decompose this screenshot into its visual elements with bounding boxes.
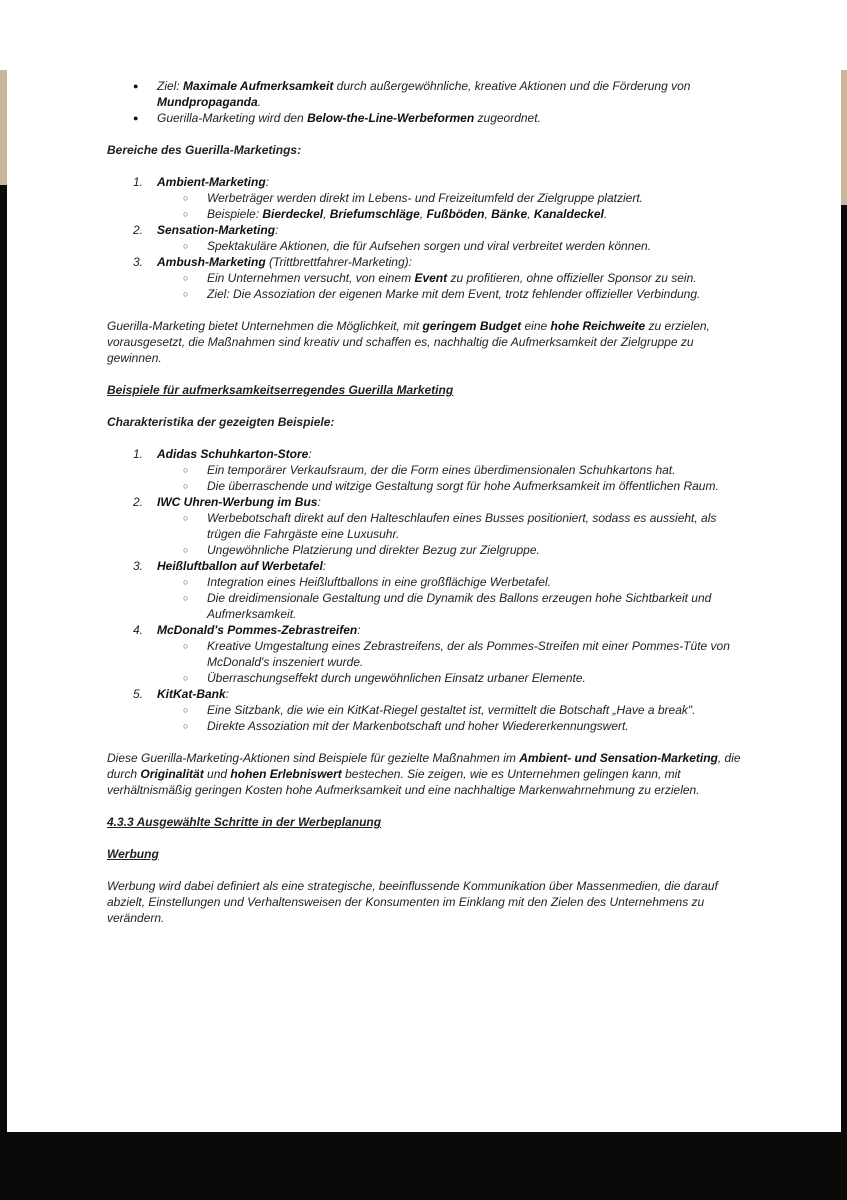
sub-list-item: ○ Ein Unternehmen versucht, von einem Event zu profitieren, ohne offizieller Sponsor zu sein. <box>207 270 747 286</box>
bereiche-heading: Bereiche des Guerilla-Marketings: <box>107 143 302 157</box>
sub-list-item: ○ Spektakuläre Aktionen, die für Aufsehen sorgen und viral verbreitet werden können. <box>207 238 747 254</box>
page-content <box>107 78 747 926</box>
list-item: ● Ziel: Maximale Aufmerksamkeit durch außergewöhnliche, kreative Aktionen und die Förderung von Mundpropaganda. <box>157 78 747 110</box>
background-edge-left <box>0 70 7 185</box>
list-item: 3. Ambush-Marketing (Trittbrettfahrer-Marketing): ○ Ein Unternehmen versucht, von einem Event zu profitieren, ohne offizieller Sponsor zu sein. ○ Ziel: Die Assoziation der eigenen Marke mit dem Event, trotz fehlender offizieller Verbindung. <box>157 254 747 302</box>
intro-bullet-list <box>107 78 747 126</box>
sub-list-item: ○ Überraschungseffekt durch ungewöhnlichen Einsatz urbaner Elemente. <box>207 670 747 686</box>
sub-list-item: ○ Direkte Assoziation mit der Markenbotschaft und hoher Wiedererkennungswert. <box>207 718 747 734</box>
charakteristika-list <box>107 446 747 734</box>
sub-list-item: ○ Ungewöhnliche Platzierung und direkter Bezug zur Zielgruppe. <box>207 542 747 558</box>
background-edge-right <box>841 70 847 205</box>
sub-list-item: ○ Die überraschende und witzige Gestaltung sorgt für hohe Aufmerksamkeit im öffentlichen Raum. <box>207 478 747 494</box>
fazit-paragraph-1: Guerilla-Marketing bietet Unternehmen die Möglichkeit, mit geringem Budget eine hohe Reichweite zu erzielen, vorausgesetzt, die Maßnahmen sind kreativ und schaffen es, nachhaltig die Aufmerksamkeit der Zielgruppe zu gewinnen. <box>107 319 710 365</box>
sub-list-item: ○ Werbeträger werden direkt im Lebens- und Freizeitumfeld der Zielgruppe platziert. <box>207 190 747 206</box>
list-item: 1. Adidas Schuhkarton-Store: ○ Ein temporärer Verkaufsraum, der die Form eines überdimensionalen Schuhkartons hat. ○ Die überraschende und witzige Gestaltung sorgt für hohe Aufmerksamkeit im öffentlichen Raum. <box>157 446 747 494</box>
sub-list-item: ○ Ein temporärer Verkaufsraum, der die Form eines überdimensionalen Schuhkartons hat. <box>207 462 747 478</box>
sub-list-item: ○ Ziel: Die Assoziation der eigenen Marke mit dem Event, trotz fehlender offizieller Verbindung. <box>207 286 747 302</box>
list-item: 2. IWC Uhren-Werbung im Bus: ○ Werbebotschaft direkt auf den Halteschlaufen eines Busses positioniert, sodass es aussieht, als trügen die Fahrgäste eine Luxusuhr. ○ Ungewöhnliche Platzierung und direkter Bezug zur Zielgruppe. <box>157 494 747 558</box>
sub-list-item: ○ Die dreidimensionale Gestaltung und die Dynamik des Ballons erzeugen hohe Sichtbarkeit und Aufmerksamkeit. <box>207 590 747 622</box>
sub-list-item: ○ Werbebotschaft direkt auf den Halteschlaufen eines Busses positioniert, sodass es aussieht, als trügen die Fahrgäste eine Luxusuhr. <box>207 510 747 542</box>
charakteristika-heading: Charakteristika der gezeigten Beispiele: <box>107 415 335 429</box>
werbung-heading: Werbung <box>107 847 159 861</box>
fazit-paragraph-2: Diese Guerilla-Marketing-Aktionen sind Beispiele für gezielte Maßnahmen im Ambient- und Sensation-Marketing, die durch Originalität und hohen Erlebniswert bestechen. Sie zeigen, wie es Unternehmen gelingen kann, mit verhältnismäßig geringen Kosten hohe Aufmerksamkeit und eine nachhaltige Markenwahrnehmung zu erzielen. <box>107 751 741 797</box>
section-heading: 4.3.3 Ausgewählte Schritte in der Werbeplanung <box>107 815 382 829</box>
document-page <box>7 70 841 1132</box>
werbung-paragraph: Werbung wird dabei definiert als eine strategische, beeinflussende Kommunikation über Massenmedien, die darauf abzielt, Einstellungen und Verhaltensweisen der Konsumenten im Einklang mit den Zielen des Unternehmens zu verändern. <box>107 879 718 925</box>
beispiele-heading: Beispiele für aufmerksamkeitserregendes Guerilla Marketing <box>107 383 454 397</box>
bereiche-list <box>107 174 747 302</box>
sub-list-item: ○ Beispiele: Bierdeckel, Briefumschläge, Fußböden, Bänke, Kanaldeckel. <box>207 206 747 222</box>
sub-list-item: ○ Eine Sitzbank, die wie ein KitKat-Riegel gestaltet ist, vermittelt die Botschaft „Have a break". <box>207 702 747 718</box>
list-item: 3. Heißluftballon auf Werbetafel: ○ Integration eines Heißluftballons in eine großflächige Werbetafel. ○ Die dreidimensionale Gestaltung und die Dynamik des Ballons erzeugen hohe Sichtbarkeit und Aufmerksamkeit. <box>157 558 747 622</box>
list-item: 5. KitKat-Bank: ○ Eine Sitzbank, die wie ein KitKat-Riegel gestaltet ist, vermittelt die Botschaft „Have a break". ○ Direkte Assoziation mit der Markenbotschaft und hoher Wiedererkennungswert. <box>157 686 747 734</box>
list-item: 4. McDonald's Pommes-Zebrastreifen: ○ Kreative Umgestaltung eines Zebrastreifens, der als Pommes-Streifen mit einer Pommes-Tüte von McDonald's inszeniert wurde. ○ Überraschungseffekt durch ungewöhnlichen Einsatz urbaner Elemente. <box>157 622 747 686</box>
sub-list-item: ○ Kreative Umgestaltung eines Zebrastreifens, der als Pommes-Streifen mit einer Pommes-Tüte von McDonald's inszeniert wurde. <box>207 638 747 670</box>
background-top <box>0 0 847 70</box>
list-item: 2. Sensation-Marketing: ○ Spektakuläre Aktionen, die für Aufsehen sorgen und viral verbreitet werden können. <box>157 222 747 254</box>
list-item: ● Guerilla-Marketing wird den Below-the-Line-Werbeformen zugeordnet. <box>157 110 747 126</box>
sub-list-item: ○ Integration eines Heißluftballons in eine großflächige Werbetafel. <box>207 574 747 590</box>
list-item: 1. Ambient-Marketing: ○ Werbeträger werden direkt im Lebens- und Freizeitumfeld der Zielgruppe platziert. ○ Beispiele: Bierdeckel, Briefumschläge, Fußböden, Bänke, Kanaldeckel. <box>157 174 747 222</box>
